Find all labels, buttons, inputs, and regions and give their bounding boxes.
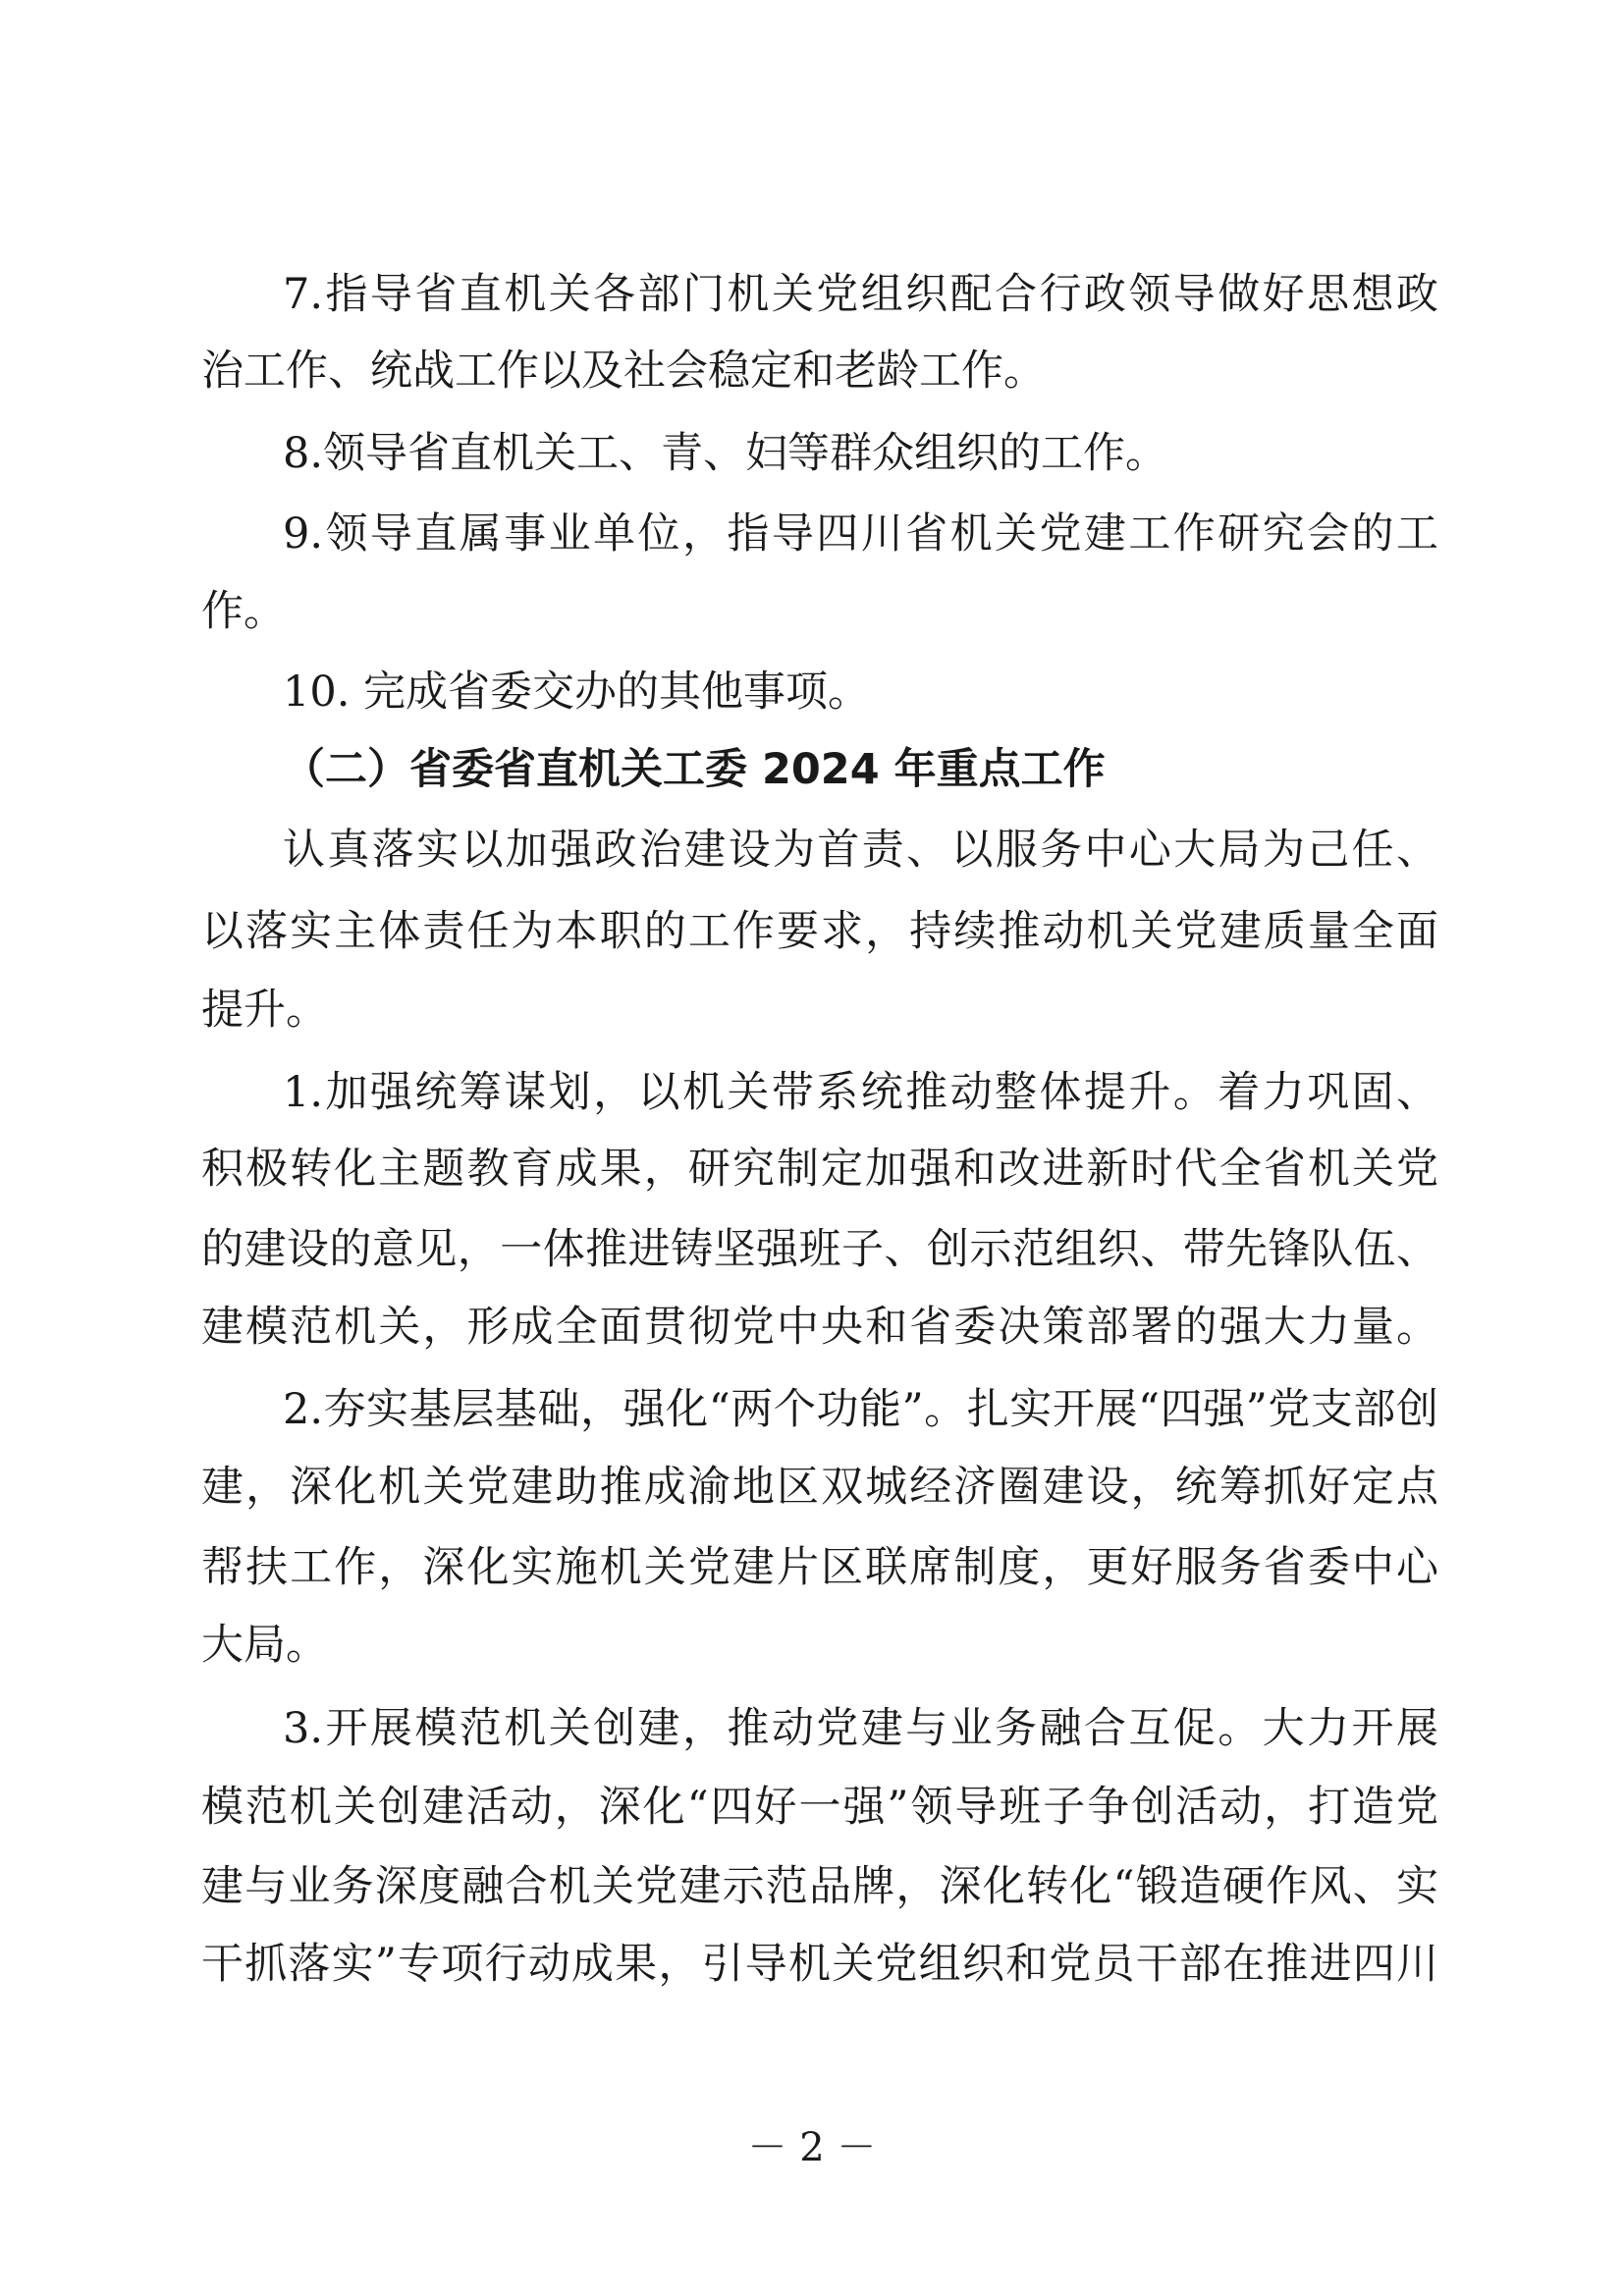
paragraph-line: 3.开展模范机关创建，推动党建与业务融合互促。大力开展 [283, 1704, 1438, 1753]
page-number: － 2 － [747, 2125, 877, 2170]
paragraph-line: 大局。 [201, 1621, 328, 1670]
paragraph-line: 积极转化主题教育成果，研究制定加强和改进新时代全省机关党 [201, 1145, 1438, 1194]
paragraph-line: 模范机关创建活动，深化“四好一强”领导班子争创活动，打造党 [201, 1783, 1438, 1832]
paragraph-line: 提升。 [201, 986, 328, 1035]
paragraph-line: 10. 完成省委交办的其他事项。 [283, 667, 871, 717]
paragraph-line: 8.领导省直机关工、青、妇等群众组织的工作。 [283, 429, 1168, 478]
paragraph-line: 7.指导省直机关各部门机关党组织配合行政领导做好思想政 [283, 270, 1438, 319]
paragraph-line: 作。 [201, 587, 286, 636]
paragraph-line: 9.领导直属事业单位，指导四川省机关党建工作研究会的工 [283, 509, 1438, 559]
paragraph-line: 建，深化机关党建助推成渝地区双城经济圈建设，统筹抓好定点 [201, 1463, 1438, 1512]
paragraph-line: 以落实主体责任为本职的工作要求，持续推动机关党建质量全面 [201, 907, 1438, 956]
paragraph-line: 认真落实以加强政治建设为首责、以服务中心大局为己任、 [283, 826, 1438, 875]
paragraph-line: 建模范机关，形成全面贯彻党中央和省委决策部署的强大力量。 [201, 1303, 1438, 1352]
paragraph-line: 治工作、统战工作以及社会稳定和老龄工作。 [201, 347, 1046, 396]
paragraph-line: 的建设的意见，一体推进铸坚强班子、创示范组织、带先锋队伍、 [201, 1225, 1438, 1274]
paragraph-line: 干抓落实”专项行动成果，引导机关党组织和党员干部在推进四川 [201, 1940, 1438, 1989]
section-heading: （二）省委省直机关工委 2024 年重点工作 [283, 745, 1106, 794]
paragraph-line: 2.夯实基层基础，强化“两个功能”。扎实开展“四强”党支部创 [283, 1385, 1438, 1434]
paragraph-line: 建与业务深度融合机关党建示范品牌，深化转化“锻造硬作风、实 [201, 1862, 1438, 1911]
paragraph-line: 帮扶工作，深化实施机关党建片区联席制度，更好服务省委中心 [201, 1543, 1438, 1592]
paragraph-line: 1.加强统筹谋划，以机关带系统推动整体提升。着力巩固、 [283, 1068, 1438, 1117]
